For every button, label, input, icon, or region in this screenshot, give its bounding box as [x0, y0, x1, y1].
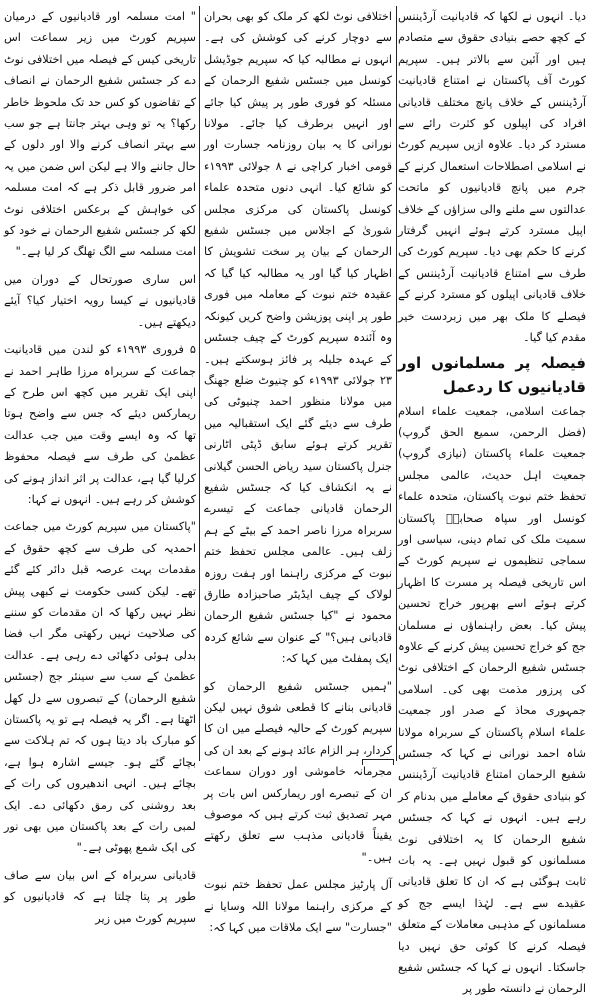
paragraph: جماعت اسلامی، جمعیت علماء اسلام (فضل الرحمن، سمیع الحق گروپ) جمعیت علماء پاکستان (نیازی گروپ) جمعیت اہل حدیث، عالمی مجلس تحفظ ختم نبوت پاکستان، متحدہ علماء کونسل اور سپاہ صحابہؓ پاکستان سمیت ملک کی تمام دینی، سیاسی اور سماجی تنظیموں نے سپریم کورٹ کے اس تاریخی فیصلہ پر مسرت کا اظہار کرتے ہوئے اسے بھرپور خراج تحسین پیش کیا۔ بعض راہنماؤں نے مسلمان جج کو خراج تحسین پیش کرنے کے علاوہ جسٹس شفیع الرحمان کے اختلافی نوٹ کی پرزور مذمت بھی کی۔ اسلامی جمہوری محاذ کے صدر اور جمعیت علماء اسلام پاکستان کے سربراہ مولانا شاہ احمد نورانی نے کہا کہ جسٹس شفیع الرحمان امتناع قادیانیت آرڈیننس کو بنیادی حقوق کے معاملے میں بدنام کر رہے ہیں۔ انہوں نے کہا کہ جسٹس شفیع الرحمان کا یہ اختلافی نوٹ مسلمانوں کو قبول نہیں ہے۔ یہ بات ثابت ہوگئی ہے کہ ان کا تعلق قادیانی عقیدے سے ہے۔ لہٰذا ایسے جج کو مسلمانوں کے مذہبی معاملات کے متعلق فیصلہ کرنے کا کوئی حق نہیں دیا جاسکتا۔ انہوں نے کہا کہ جسٹس شفیع الرحمان نے دانستہ طور پر [398, 404, 586, 996]
paragraph: آل پارٹیز مجلس عمل تحفظ ختم نبوت کے مرکزی راہنما مولانا اللہ وسایا نے "جسارت" سے ایک ملاقات میں کہا کہ: [204, 878, 392, 935]
block-quote: "ہمیں جسٹس شفیع الرحمان کو قادیانی بنانے کا قطعی شوق نہیں لیکن سپریم کورٹ کے حالیہ فیصلے میں ان کا کردار، ہر الزام عائد ہونے کے بعد ان کی مجرمانہ خاموشی اور دوران سماعت ان کے تبصرے اور ریمارکس اس بات پر مہر تصدیق ثبت کرتے ہیں کہ موصوف یقیناً قادیانی مذہب سے تعلق رکھتے ہیں۔" [204, 679, 392, 864]
paragraph: اختلافی نوٹ لکھ کر ملک کو بھی بحران سے دوچار کرنے کی کوشش کی ہے۔ انہوں نے مطالبہ کیا کہ سپریم جوڈیشل کونسل میں جسٹس شفیع الرحمان کے مسئلہ کو فوری طور پر پیش کیا جائے اور انہیں برطرف کیا جائے۔ مولانا نورانی کا یہ بیان روزنامہ جسارت اور قومی اخبار کراچی نے ۸ جولائی ۱۹۹۳ء کو شائع کیا۔ انہی دنوں متحدہ علماء کونسل پاکستان کی مرکزی مجلس شوریٰ کے اجلاس میں جسٹس شفیع الرحمان کے بیان پر سخت تشویش کا اظہار کیا گیا اور یہ مطالبہ کیا گیا کہ عقیدہ ختم نبوت کے معاملہ میں فوری طور پر اپنی پوزیشن واضح کریں کیونکہ وہ آئندہ سپریم کورٹ کے چیف جسٹس کے عہدہ جلیلہ پر فائز ہوسکتے ہیں۔ ۲۳ جولائی ۱۹۹۳ء کو چنیوٹ ضلع جھنگ میں مولانا منظور احمد چنیوٹی کی طرف سے دیئے گئے ایک استقبالیہ میں تقریر کرتے ہوئے سابق ڈپٹی اٹارنی جنرل پاکستان سید ریاض الحسن گیلانی نے یہ انکشاف کیا کہ جسٹس شفیع الرحمان قادیانی جماعت کے تیسرے سربراہ مرزا ناصر احمد کے بیٹے کے ہم زلف ہیں۔ عالمی مجلس تحفظ ختم نبوت کے مرکزی راہنما اور ہفت روزہ لولاک کے چیف ایڈیٹر صاحبزادہ طارق محمود نے "کیا جسٹس شفیع الرحمان قادیانی ہیں؟" کے عنوان سے شائع کردہ ایک پمفلٹ میں کہا کہ: [204, 10, 392, 666]
column-right [398, 6, 586, 996]
paragraph: اس ساری صورتحال کے دوران میں قادیانیوں نے کیسا رویہ اختیار کیا؟ آیئے دیکھتے ہیں۔ [4, 272, 196, 329]
paragraph: ۵ فروری ۱۹۹۳ء کو لندن میں قادیانیت جماعت کے سربراہ مرزا طاہر احمد نے اپنی ایک تقریر میں کچھ اس طرح کے ریمارکس دیئے کہ جس سے واضح ہوتا تھا کہ وہ ایسے وقت میں جب عدالت عظمیٰ کی طرف سے فیصلہ محفوظ کرلیا گیا ہے، عدالت پر اثر انداز ہونے کی کوشش کر رہے ہیں۔ انہوں نے کہا: [4, 343, 196, 506]
block-quote: " امت مسلمہ اور قادیانیوں کے درمیان سپریم کورٹ میں زیر سماعت اس تاریخی کیس کے فیصلہ میں اختلافی نوٹ دے کر جسٹس شفیع الرحمان نے انصاف کے تقاضوں کو کس حد تک ملحوظ خاطر رکھا؟ یہ تو وہی بہتر جانتا ہے جو سب سے بہتر انصاف کرنے والا اور دلوں کے حال جاننے والا ہے لیکن اس ضمن میں یہ امر ضرور قابل ذکر ہے کہ امت مسلمہ کی خواہش کے برعکس اختلافی نوٹ لکھ کر جسٹس شفیع الرحمان نے خود کو امت مسلمہ سے الگ تھلگ کر لیا ہے۔" [4, 10, 196, 259]
column-divider [199, 6, 200, 761]
column-left [4, 6, 196, 925]
paragraph: قادیانی سربراہ کے اس بیان سے صاف طور پر پتا چلتا ہے کہ قادیانیوں کو سپریم کورٹ میں زیر [4, 868, 196, 925]
block-quote: "پاکستان میں سپریم کورٹ میں جماعت احمدیہ کی طرف سے کچھ حقوق کے مقدمات بہت عرصہ قبل دائر کئے گئے تھے۔ لیکن کسی حکومت نے کبھی پیش نظر نہیں رکھا کہ ان مقدمات کو سننے کی صلاحیت نہیں رکھتی مگر اب فضا بدلی ہوئی دکھائی دے رہی ہے۔ عدالت عظمیٰ کے سب سے سینئر جج (جسٹس شفیع الرحمان) کے تبصروں سے دل کھل اٹھتا ہے۔ اگر یہ فیصلہ ہے تو یہ پاکستان کو مبارک باد دیتا ہوں کہ تم ہلاکت سے بچائے گئے ہو۔ جیسے اشارہ ہوا ہے، بچائے ہیں۔ انہی اندھیروں کی رات کے بعد روشنی کی رمق دکھائی دے۔ ایک لمبی رات کے بعد پاکستان میں بھی نور کی ایک شمع پھوٹی ہے۔" [4, 520, 196, 855]
paragraph: دیا۔ انہوں نے لکھا کہ قادیانیت آرڈیننس کے کچھ حصے بنیادی حقوق سے متصادم ہیں اور آئین سے بالاتر ہیں۔ سپریم کورٹ آف پاکستان نے امتناع قادیانیت آرڈیننس کے خلاف پانچ مختلف قادیانی افراد کی اپیلوں کو کثرت رائے سے مسترد کر دیا۔ علاوہ ازیں سپریم کورٹ نے اسلامی اصطلاحات استعمال کرنے کے جرم میں پانچ قادیانیوں کو ماتحت عدالتوں سے ملنے والی سزاؤں کے خلاف اپیل مسترد کرتے ہوئے انہیں گرفتار کرنے کا حکم بھی دیا۔ سپریم کورٹ کی طرف سے امتناع قادیانیت آرڈیننس کے خلاف قادیانی اپیلوں کو مسترد کرنے کے فیصلے کا ملک بھر میں زبردست خیر مقدم کیا گیا۔ [398, 10, 586, 345]
page-number-frame [362, 759, 394, 765]
column-middle [204, 6, 392, 935]
column-divider [396, 6, 397, 761]
section-heading: فیصلہ پر مسلمانوں اور قادیانیوں کا ردعمل [398, 353, 586, 396]
